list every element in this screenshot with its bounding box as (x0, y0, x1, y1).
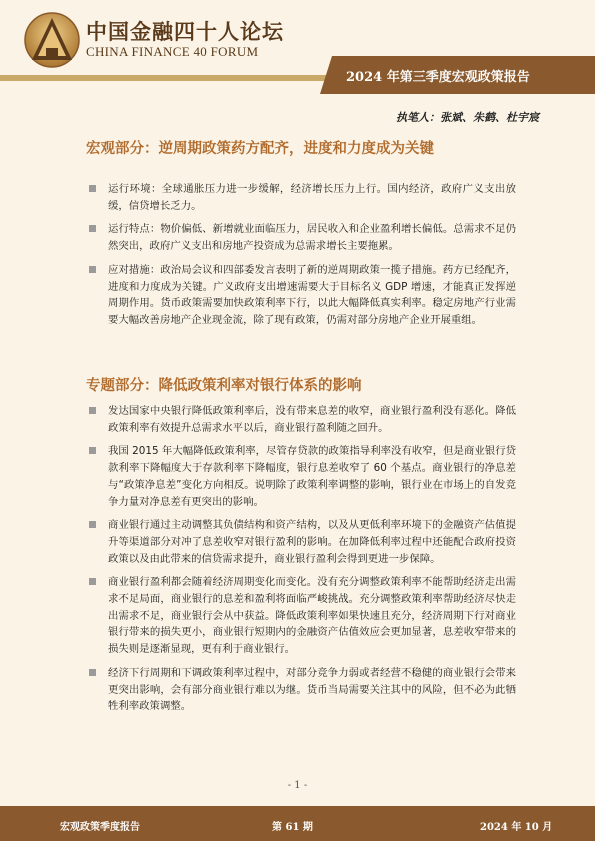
page-footer (0, 806, 595, 841)
list-item (86, 665, 516, 715)
section-title-topic: 专题部分：降低政策利率对银行体系的影响 (86, 377, 362, 394)
page-header (0, 0, 595, 96)
section-list-macro (86, 181, 516, 336)
section-list-topic (86, 403, 516, 722)
bullet-text: 我国 2015 年大幅降低政策利率，尽管存贷款的政策指导利率没有收窄，但是商业银行贷款利率下降幅度大于存款利率下降幅度，银行息差收窄了 60 个基点。商业银行的净息差与“政策净息差”变化方向相反。说明除了政策利率调整的影响，银行业在市场上的自发竞争力量对净息差有更突出的影响。 (108, 445, 516, 508)
bullet-square-icon (89, 407, 96, 414)
footer-issue: 第 61 期 (272, 822, 313, 833)
report-title: 2024 年第三季度宏观政策报告 (346, 70, 530, 85)
header-divider (0, 75, 328, 81)
section-title-macro: 宏观部分：逆周期政策药方配齐，进度和力度成为关键 (86, 140, 434, 157)
brand-name-en: CHINA FINANCE 40 FORUM (86, 44, 259, 59)
page-number: - 1 - (287, 780, 308, 791)
bullet-square-icon (89, 578, 96, 585)
list-item (86, 574, 516, 658)
brand-name-cn: 中国金融四十人论坛 (86, 20, 284, 44)
list-item (86, 221, 516, 254)
bullet-text: 商业银行通过主动调整其负债结构和资产结构，以及从更低利率环境下的金融资产估值提升等渠道部分对冲了息差收窄对银行盈利的影响。在加降低利率过程中还能配合政府投资政策以及由此带来的信贷需求提升，商业银行盈利会得到更进一步保障。 (108, 519, 516, 565)
footer-publication: 宏观政策季度报告 (60, 822, 140, 833)
list-item (86, 262, 516, 329)
list-item (86, 517, 516, 567)
bullet-text: 发达国家中央银行降低政策利率后，没有带来息差的收窄，商业银行盈利没有恶化。降低政策利率有效提升总需求水平以后，商业银行盈利随之回升。 (108, 405, 516, 434)
bullet-text: 运行特点：物价偏低、新增就业面临压力，居民收入和企业盈利增长偏低。总需求不足仍然突出，政府广义支出和房地产投资成为总需求增长主要拖累。 (108, 223, 516, 253)
bullet-square-icon (89, 447, 96, 454)
bullet-square-icon (89, 669, 96, 676)
authors-line: 执笔人：张斌、朱鹤、杜宇宸 (396, 111, 539, 124)
bullet-square-icon (89, 185, 96, 192)
bullet-text: 商业银行盈利都会随着经济周期变化而变化。没有充分调整政策利率不能帮助经济走出需求不足局面，商业银行的息差和盈利将面临严峻挑战。充分调整政策利率帮助经济尽快走出需求不足，商业银行会从中获益。降低政策利率如果快速且充分，经济周期下行对商业银行带来的损失更小，商业银行短期内的金融资产估值效应会更加显著，息差收窄带来的损失则是逐渐显现，更有利于商业银行。 (108, 576, 516, 656)
list-item (86, 443, 516, 510)
list-item (86, 403, 516, 436)
bullet-square-icon (89, 521, 96, 528)
bullet-text: 经济下行周期和下调政策利率过程中，对部分竞争力弱或者经营不稳健的商业银行会带来更突出影响，会有部分商业银行难以为继。货币当局需要关注其中的风险，但不必为此牺牲利率政策调整。 (108, 666, 516, 713)
bullet-square-icon (89, 266, 96, 273)
bullet-text: 运行环境：全球通胀压力进一步缓解，经济增长压力上行。国内经济，政府广义支出放缓，信贷增长乏力。 (108, 183, 516, 212)
bullet-text: 应对措施：政治局会议和四部委发言表明了新的逆周期政策一揽子措施。药方已经配齐，进度和力度成为关键。广义政府支出增速需要大于目标名义 GDP 增速，才能真正发挥逆周期作用。货币政策需要加快政策利率下行，以此大幅降低真实利率。稳定房地产行业需要大幅改善房地产企业现金流，除了现有政策，仍需对部分房地产企业开展重组。 (108, 263, 516, 326)
forum-logo-icon (22, 10, 82, 72)
list-item (86, 181, 516, 214)
footer-date: 2024 年 10 月 (480, 822, 553, 833)
bullet-square-icon (89, 225, 96, 232)
